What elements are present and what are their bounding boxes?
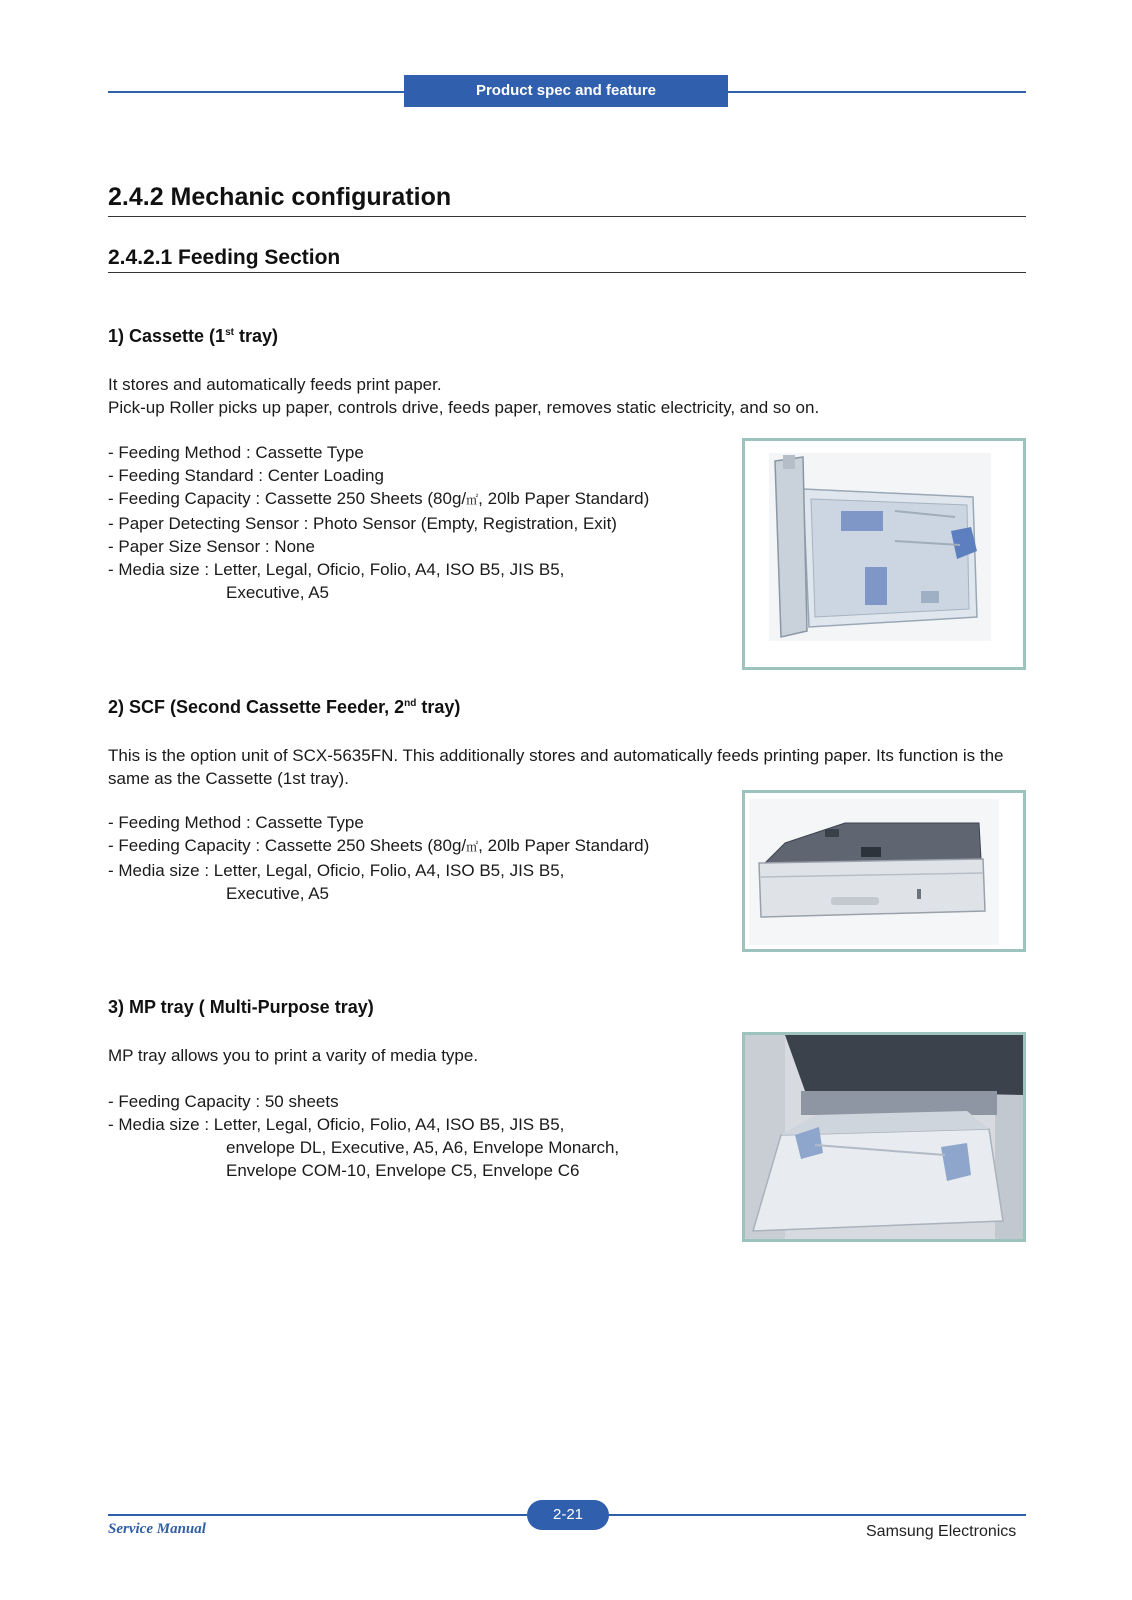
spec-item: Executive, A5 xyxy=(226,884,330,903)
spec-item: envelope DL, Executive, A5, A6, Envelope Monarch, xyxy=(226,1138,620,1157)
footer-company: Samsung Electronics xyxy=(866,1523,1017,1540)
spec-item: - Media size : Letter, Legal, Oficio, Folio, A4, ISO B5, JIS B5, xyxy=(108,560,565,579)
spec-item: - Feeding Method : Cassette Type xyxy=(108,443,364,462)
page-number: 2-21 xyxy=(527,1500,609,1530)
spec-item: - Paper Size Sensor : None xyxy=(108,537,315,556)
spec-item: Executive, A5 xyxy=(226,583,330,602)
spec-item: - Feeding Capacity : Cassette 250 Sheets (80g/㎡, 20lb Paper Standard) xyxy=(108,489,650,508)
spec-item: - Feeding Standard : Center Loading xyxy=(108,466,384,485)
cassette-tray-image xyxy=(742,438,1026,670)
scf-unit-image xyxy=(742,790,1026,952)
spec-item: - Paper Detecting Sensor : Photo Sensor (Empty, Registration, Exit) xyxy=(108,514,617,533)
spec-item: - Feeding Capacity : 50 sheets xyxy=(108,1092,339,1111)
spec-item: - Media size : Letter, Legal, Oficio, Folio, A4, ISO B5, JIS B5, xyxy=(108,861,565,880)
cassette-description-line: It stores and automatically feeds print paper. xyxy=(108,375,442,394)
scf-description-line: This is the option unit of SCX-5635FN. This additionally stores and automatically feeds printing paper. Its function is the same as the Cassette (1st tray). xyxy=(108,746,1004,788)
cassette-description-line: Pick-up Roller picks up paper, controls drive, feeds paper, removes static electricity, and so on. xyxy=(108,398,820,417)
mp-tray-heading: 3) MP tray ( Multi-Purpose tray) xyxy=(108,997,374,1017)
mp-tray-description-line: MP tray allows you to print a varity of media type. xyxy=(108,1046,479,1065)
spec-item: - Feeding Capacity : Cassette 250 Sheets (80g/㎡, 20lb Paper Standard) xyxy=(108,836,650,855)
cassette-heading: 1) Cassette (1st tray) xyxy=(108,326,278,346)
spec-item: - Feeding Method : Cassette Type xyxy=(108,813,364,832)
section-title-underline xyxy=(108,216,1026,217)
scf-description xyxy=(108,744,1008,790)
scf-spec-list xyxy=(108,811,649,905)
spec-item: - Media size : Letter, Legal, Oficio, Folio, A4, ISO B5, JIS B5, xyxy=(108,1115,565,1134)
footer-service-manual: Service Manual xyxy=(108,1521,206,1537)
mp-tray-image xyxy=(742,1032,1026,1242)
cassette-spec-list xyxy=(108,441,649,604)
mp-tray-spec-list xyxy=(108,1090,619,1182)
subsection-title-underline xyxy=(108,272,1026,273)
header-tab: Product spec and feature xyxy=(404,75,728,107)
cassette-description xyxy=(108,373,1008,419)
scf-heading: 2) SCF (Second Cassette Feeder, 2nd tray) xyxy=(108,697,461,717)
spec-item: Envelope COM-10, Envelope C5, Envelope C6 xyxy=(226,1161,580,1180)
section-title: 2.4.2 Mechanic configuration xyxy=(108,183,452,211)
subsection-title: 2.4.2.1 Feeding Section xyxy=(108,246,341,269)
